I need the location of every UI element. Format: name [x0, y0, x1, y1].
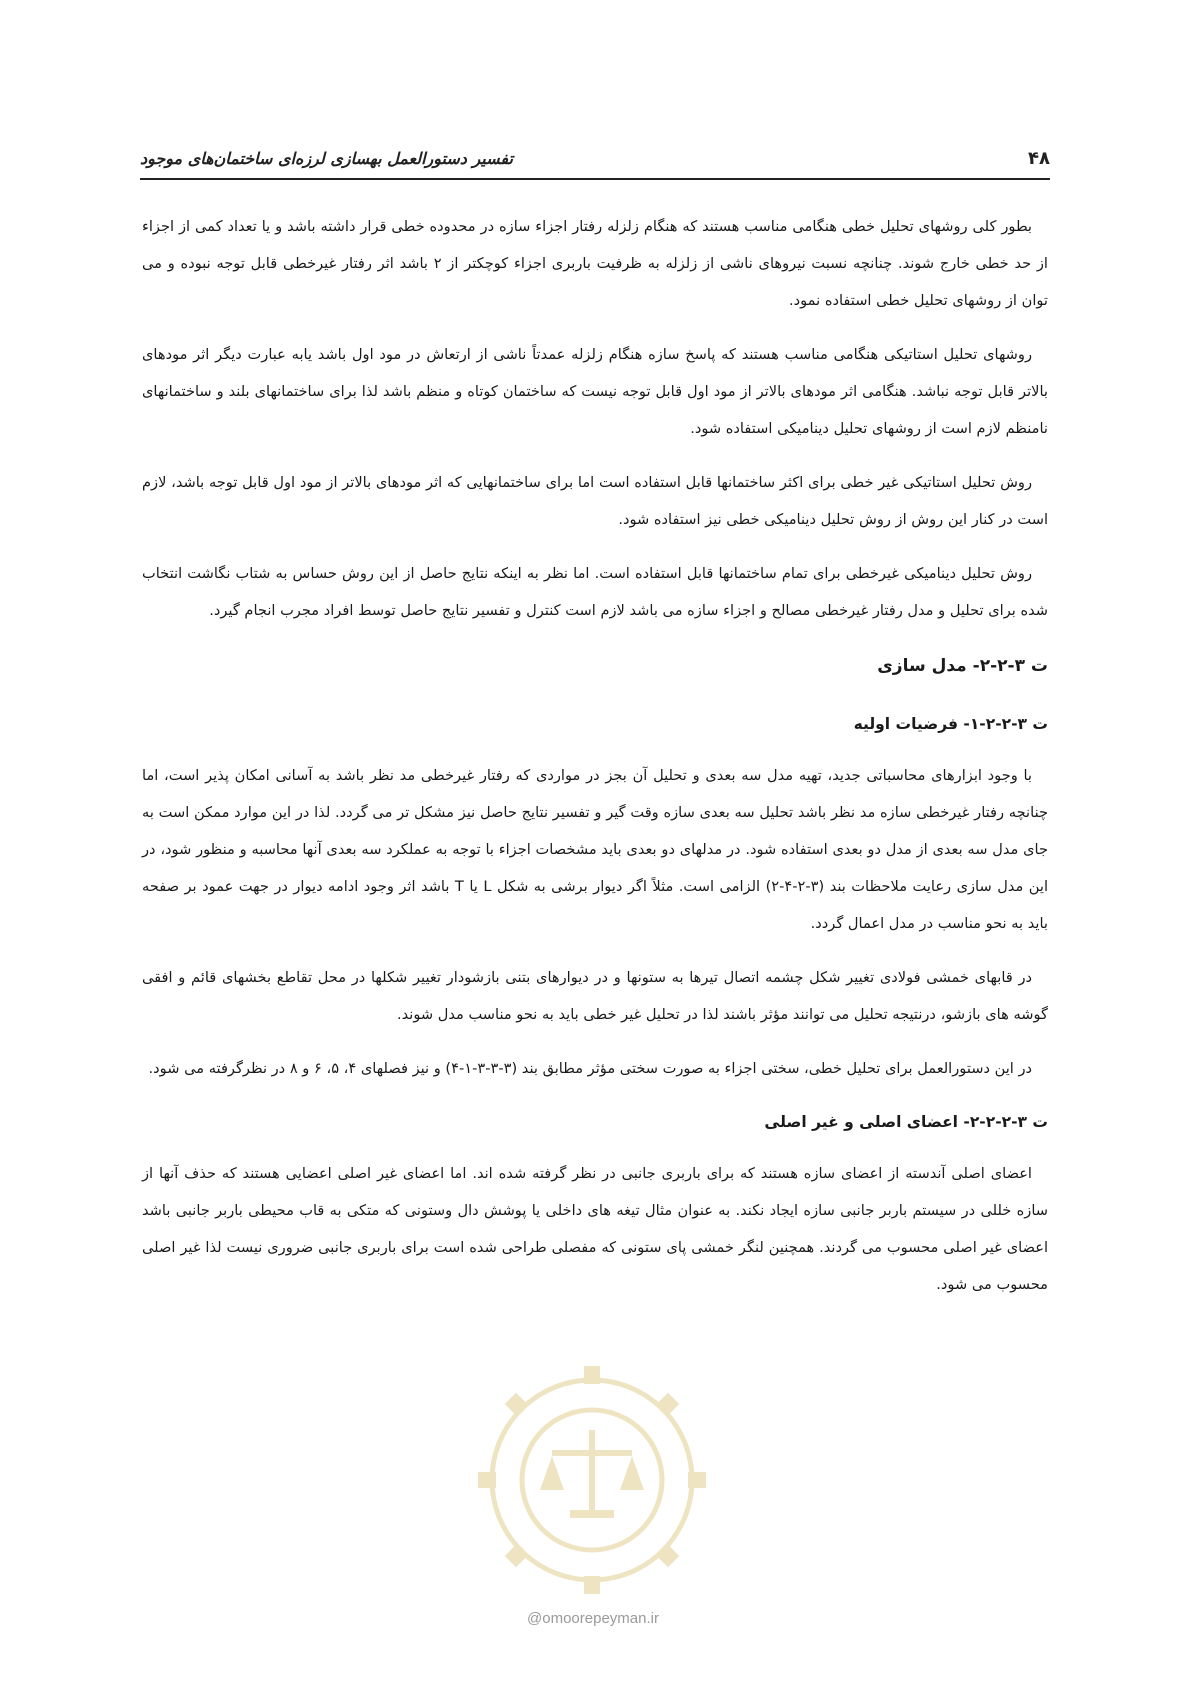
- subsection-heading-members: ت ۳-۲-۲-۲- اعضای اصلی و غیر اصلی: [764, 1113, 1048, 1131]
- paragraph-moment-frames: در قابهای خمشی فولادی تغییر شکل چشمه اتصال تیرها به ستونها و در دیوارهای بتنی بازشودار تغییر شکلها در محل تقاطع بخشهای قائم و افقی گوشه های بازشو، درنتیجه تحلیل می توانند مؤثر باشند لذا در تحلیل غیر خطی باید به نحو مناسب مدل شوند.: [142, 969, 1048, 1023]
- subsection-heading-assumptions: ت ۳-۲-۲-۱- فرضیات اولیه: [853, 715, 1048, 733]
- paragraph-nonlinear-static: روش تحلیل استاتیکی غیر خطی برای اکثر ساختمانها قابل استفاده است اما برای ساختمانهایی که اثر مودهای بالاتر از مود اول قابل توجه باشد، لازم است در کنار این روش از روش تحلیل دینامیکی خطی نیز استفاده شود.: [142, 474, 1048, 528]
- page-header: [140, 138, 1050, 180]
- running-title: تفسیر دستورالعمل بهسازی لرزه‌ای ساختمان‌های موجود: [140, 148, 513, 168]
- paragraph-nonlinear-dynamic: روش تحلیل دینامیکی غیرخطی برای تمام ساختمانها قابل استفاده است. اما نظر به اینکه نتایج حاصل از این روش حساس به شتاب نگاشت انتخاب شده برای تحلیل و مدل رفتار غیرخطی مصالح و اجزاء سازه می باشد لازم است کنترل و تفسیر نتایج حاصل توسط افراد مجرب انجام گیرد.: [142, 565, 1048, 619]
- section-heading-modeling: ت ۳-۲-۲- مدل سازی: [877, 656, 1048, 676]
- paragraph-static-analysis: روشهای تحلیل استاتیکی هنگامی مناسب هستند که پاسخ سازه هنگام زلزله عمدتاً ناشی از ارتعاش در مود اول باشد یابه عبارت دیگر اثر مودهای بالاتر قابل توجه نباشد. هنگامی اثر مودهای بالاتر از مود اول قابل توجه نیست که ساختمان کوتاه و منظم باشد لذا برای ساختمانهای بلند و ساختمانهای نامنظم لازم است از روشهای تحلیل دینامیکی استفاده شود.: [142, 346, 1048, 437]
- watermark-url: @omoorepeyman.ir: [527, 1610, 659, 1627]
- paragraph-effective-stiffness: در این دستورالعمل برای تحلیل خطی، سختی اجزاء به صورت سختی مؤثر مطابق بند (۳-۳-۳-۱-۴) و نیز فصلهای ۴، ۵، ۶ و ۸ در نظرگرفته می شود.: [148, 1060, 1032, 1077]
- body-text: [142, 208, 1048, 1320]
- paragraph-3d-model: با وجود ابزارهای محاسباتی جدید، تهیه مدل سه بعدی و تحلیل آن بجز در مواردی که رفتار غیرخطی مد نظر باشد به آسانی امکان پذیر است، اما چنانچه رفتار غیرخطی سازه مد نظر باشد تحلیل سه بعدی سازه وقت گیر و تفسیر نتایج حاصل نیز مشکل تر می گردد. لذا در این موارد ممکن است به جای مدل سه بعدی از مدل دو بعدی استفاده شود. در مدلهای دو بعدی باید مشخصات اجزاء با توجه به عملکرد سه بعدی آنها محاسبه و منظور شود، در این مدل سازی رعایت ملاحظات بند (۳-۲-۴-۲) الزامی است. مثلاً اگر دیوار برشی به شکل L یا T باشد اثر وجود ادامه دیوار در جهت عمود بر صفحه باید به نحو مناسب در مدل اعمال گردد.: [142, 767, 1048, 932]
- paragraph-primary-members: اعضای اصلی آندسته از اعضای سازه هستند که برای باربری جانبی در نظر گرفته شده اند. اما اعضای غیر اصلی اعضایی هستند که حذف آنها از سازه خللی در سیستم باربر جانبی سازه ایجاد نکند. به عنوان مثال تیغه های داخلی یا پوشش دال وستونی که متکی به قاب محیطی باربر جانبی باشد اعضای غیر اصلی محسوب می گردند. همچنین لنگر خمشی پای ستونی که مفصلی طراحی شده است برای باربری جانبی ضروری نیست لذا غیر اصلی محسوب می شود.: [142, 1165, 1048, 1293]
- paragraph-linear-analysis: بطور کلی روشهای تحلیل خطی هنگامی مناسب هستند که هنگام زلزله رفتار اجزاء سازه در محدوده خطی قرار داشته باشد و یا تعداد کمی از اجزاء از حد خطی خارج شوند. چنانچه نسبت نیروهای ناشی از زلزله به ظرفیت باربری اجزاء کوچکتر از ۲ باشد اثر رفتار غیرخطی قابل توجه نبوده و می توان از روشهای تحلیل خطی استفاده نمود.: [142, 218, 1048, 309]
- page-number: ۴۸: [1028, 147, 1050, 169]
- watermark-seal-icon: [472, 1360, 712, 1600]
